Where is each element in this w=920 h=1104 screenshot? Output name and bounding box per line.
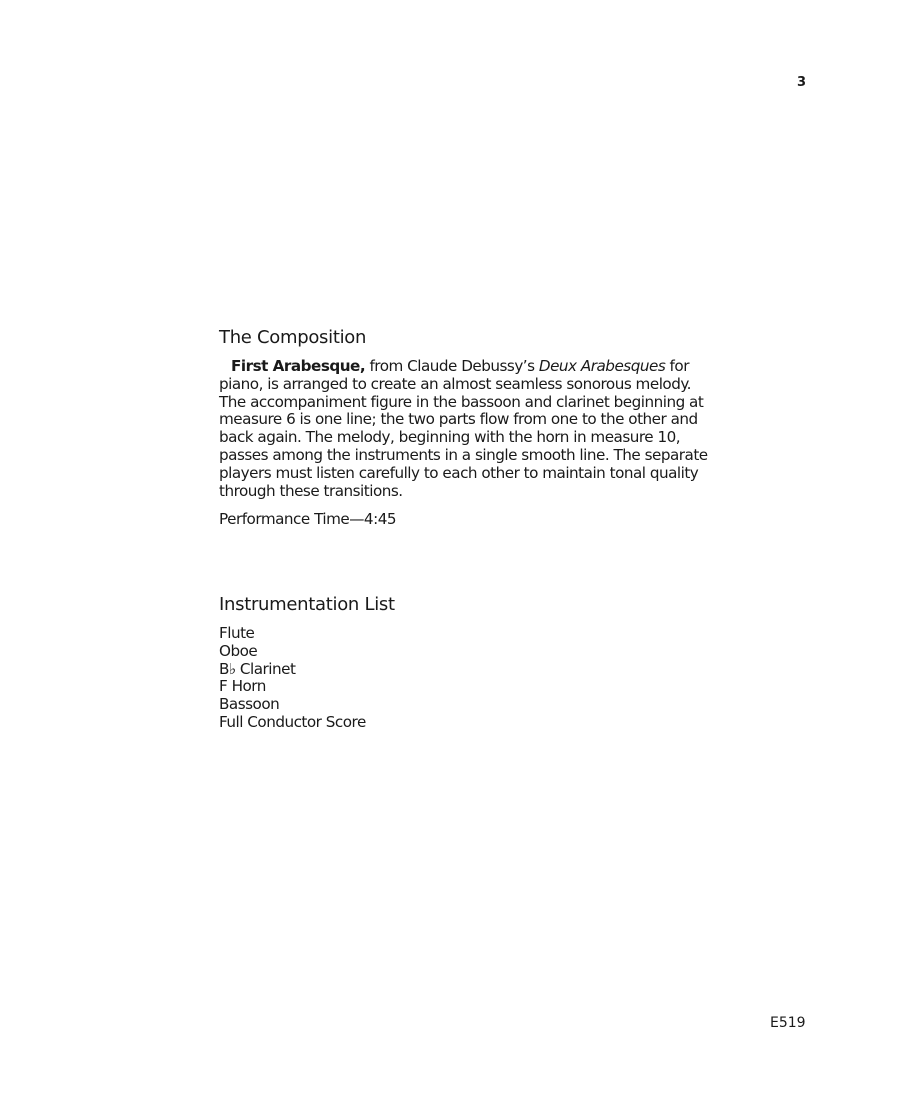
catalog-code: E519	[770, 1015, 806, 1031]
instrument-item: B♭ Clarinet	[219, 659, 296, 678]
instrument-item: Flute	[219, 624, 255, 642]
instrument-item: Bassoon	[219, 695, 280, 714]
instrument-item: Oboe	[219, 641, 258, 660]
work-title: Deux Arabesques	[538, 357, 666, 375]
composition-section	[219, 327, 709, 528]
instrumentation-section	[219, 594, 709, 732]
instrument-list	[219, 625, 709, 732]
instrument-item: F Horn	[219, 677, 266, 696]
composition-heading: The Composition	[219, 327, 367, 348]
paragraph-text-b: for piano, is arranged to create an almost seamless sonorous melody. The accompaniment figure in the bassoon and clarinet beginning at measure 6 is one line; the two parts flow from one to the other and back again. The melody, beginning with the horn in measure 10, passes among the instruments in a single smooth line. The separate players must listen carefully to each other to maintain tonal quality through these transitions.	[219, 357, 708, 500]
piece-title: First Arabesque,	[231, 357, 366, 375]
composition-paragraph	[219, 358, 709, 500]
instrument-item: Full Conductor Score	[219, 712, 366, 731]
instrumentation-heading: Instrumentation List	[219, 594, 395, 615]
paragraph-text-a: from Claude Debussy’s	[365, 357, 539, 375]
performance-time: Performance Time—4:45	[219, 510, 397, 529]
page-number: 3	[797, 75, 807, 90]
